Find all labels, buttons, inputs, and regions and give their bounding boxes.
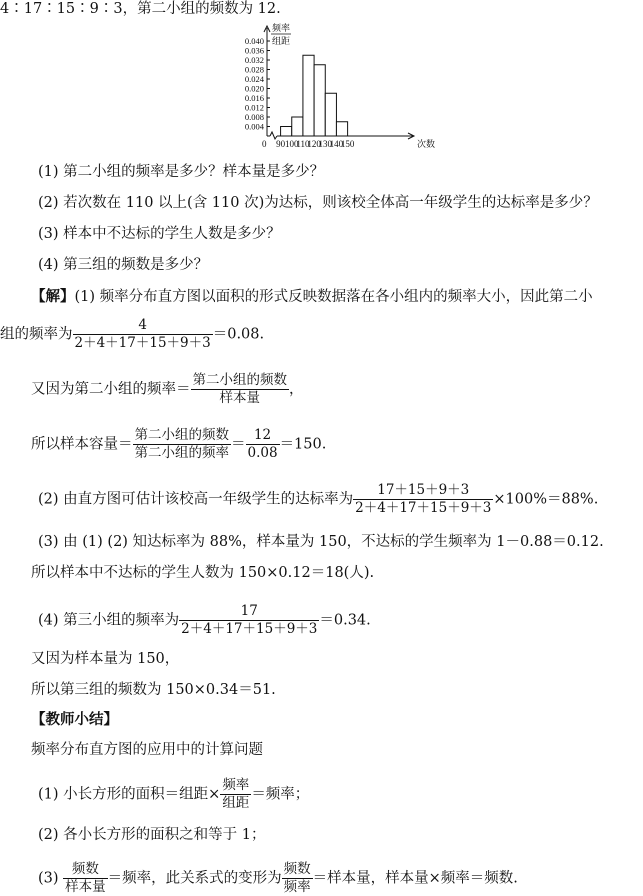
question-4: (4) 第三组的频数是多少？ — [38, 257, 209, 273]
y-tick-label: 0.036 — [244, 45, 264, 56]
y-tick-label: 0.024 — [244, 74, 264, 84]
frac-num: 频率 — [222, 777, 250, 793]
frac-den: 样本量 — [219, 390, 260, 406]
x-tick-label: 110 — [296, 139, 310, 149]
y-tick-label: 0.032 — [244, 55, 264, 65]
solution-1-cont: 组的频率为 — [0, 326, 73, 343]
solution-1c-pre: 所以样本容量＝ — [31, 436, 133, 453]
solution-1b-post: ， — [289, 381, 304, 398]
summary-3-mid: ＝频率，此关系式的变形为 — [107, 870, 282, 887]
solution-line-4-main — [38, 604, 371, 637]
solution-line-1 — [31, 288, 593, 306]
solution-line-5 — [38, 483, 598, 516]
solution-1-intro: (1) 频率分布直方图以面积的形式反映数据落在各小组内的频率大小，因此第二小 — [74, 289, 593, 305]
frac-num: 频数 — [63, 862, 108, 879]
summary-title: 频率分布直方图的应用中的计算问题 — [31, 742, 263, 758]
solution-3b: 所以样本中不达标的学生人数为 150×0.12＝18(人). — [31, 565, 375, 581]
y-axis-label-top: 频率 — [272, 23, 291, 33]
solution-3a: (3) 由 (1) (2) 知达标率为 88%，样本量为 150，不达标的学生频率为 1－0.88＝0.12. — [38, 534, 604, 550]
fraction-group3-freq — [179, 604, 319, 637]
frac-den: 第二小组的频率 — [134, 445, 229, 461]
histogram-bar — [281, 127, 292, 137]
x-axis-label: 次数 — [417, 139, 436, 149]
frac-den: 2＋4＋17＋15＋9＋3 — [355, 500, 492, 516]
solution-1c-eq: ＝ — [231, 436, 246, 453]
fraction-freq-def — [191, 373, 290, 406]
x-tick-label: 120 — [307, 139, 321, 149]
fraction-group2-freq — [73, 318, 213, 351]
solution-tag: 【解】 — [31, 288, 75, 305]
frac-num: 17＋15＋9＋3 — [353, 483, 493, 500]
summary-3-pre: (3) — [38, 870, 64, 887]
x-tick-label: 150 — [340, 139, 355, 149]
solution-4-pre: (4) 第三小组的频率为 — [38, 612, 180, 629]
fraction-count-over-sample — [63, 862, 108, 895]
y-tick-label: 0.016 — [244, 93, 264, 103]
frac-den: 频率 — [283, 879, 311, 895]
x-tick-label: 140 — [329, 139, 344, 149]
solution-1c-result: ＝150. — [279, 436, 327, 453]
frac-num: 4 — [73, 318, 213, 335]
y-tick-label: 0.004 — [244, 121, 264, 132]
y-tick-label: 0.040 — [244, 36, 264, 46]
solution-line-2 — [0, 318, 264, 351]
question-2: (2) 若次数在 110 以上(含 110 次)为达标，则该校全体高一年级学生的达标率是多少？ — [38, 195, 598, 211]
solution-2-pre: (2) 由直方图可估计该校高一年级学生的达标率为 — [38, 491, 354, 508]
origin-label: 0 — [262, 139, 267, 149]
y-tick-label: 0.020 — [244, 83, 264, 94]
frac-num: 频数 — [283, 861, 311, 877]
question-1: (1) 第二小组的频率是多少？样本量是多少？ — [38, 164, 325, 180]
x-tick-label: 90 — [276, 139, 286, 149]
summary-item-1 — [38, 778, 309, 811]
solution-4-result: ＝0.34. — [319, 612, 371, 629]
x-tick-label: 130 — [318, 139, 333, 149]
frac-den: 样本量 — [65, 879, 106, 895]
fraction-pass-rate — [353, 483, 493, 516]
solution-1-result: ＝0.08. — [212, 326, 265, 343]
histogram-bar — [303, 55, 314, 136]
summary-3-post: ＝样本量，样本量×频率＝频数. — [312, 870, 518, 887]
frac-den: 组距 — [222, 795, 250, 811]
solution-1b-pre: 又因为第二小组的频率＝ — [31, 381, 191, 398]
solution-2-result: ×100%＝88%. — [493, 491, 599, 508]
x-tick-label: 100 — [285, 139, 299, 149]
frac-num: 第二小组的频数 — [134, 427, 229, 443]
frac-num: 12 — [246, 428, 280, 445]
histogram-bar — [325, 93, 336, 136]
frac-den: 0.08 — [247, 445, 278, 461]
solution-4b: 又因为样本量为 150， — [31, 651, 180, 667]
solution-line-4 — [31, 428, 326, 461]
summary-tag: 【教师小结】 — [31, 711, 118, 728]
x-axis-break — [270, 132, 277, 139]
summary-1-pre: (1) 小长方形的面积＝组距× — [38, 786, 221, 803]
histogram-bar — [292, 117, 303, 136]
frac-den: 2＋4＋17＋15＋9＋3 — [181, 621, 318, 637]
fraction-count-over-freq — [282, 862, 313, 895]
frac-num: 17 — [179, 604, 319, 621]
histogram-bar — [314, 65, 325, 136]
y-tick-label: 0.028 — [244, 64, 264, 75]
y-tick-label: 0.012 — [244, 102, 264, 113]
summary-item-3 — [38, 862, 518, 895]
y-axis-label-bottom: 组距 — [272, 36, 291, 46]
summary-1-post: ＝频率； — [251, 786, 310, 803]
summary-item-2: (2) 各小长方形的面积之和等于 1； — [38, 827, 266, 843]
fraction-sample-size — [133, 428, 232, 461]
histogram-bar — [336, 122, 347, 136]
frac-num: 第二小组的频数 — [192, 372, 287, 388]
top-line: 4∶17∶15∶9∶3，第二小组的频数为 12. — [0, 1, 281, 17]
question-3: (3) 样本中不达标的学生人数是多少？ — [38, 226, 281, 242]
fraction-freq-over-width — [220, 778, 251, 811]
solution-line-3 — [31, 373, 304, 406]
solution-4c: 所以第三组的频数为 150×0.34＝51. — [31, 682, 276, 698]
frac-den: 2＋4＋17＋15＋9＋3 — [74, 335, 211, 351]
fraction-12-over-008 — [246, 428, 280, 461]
y-tick-label: 0.008 — [244, 112, 264, 122]
